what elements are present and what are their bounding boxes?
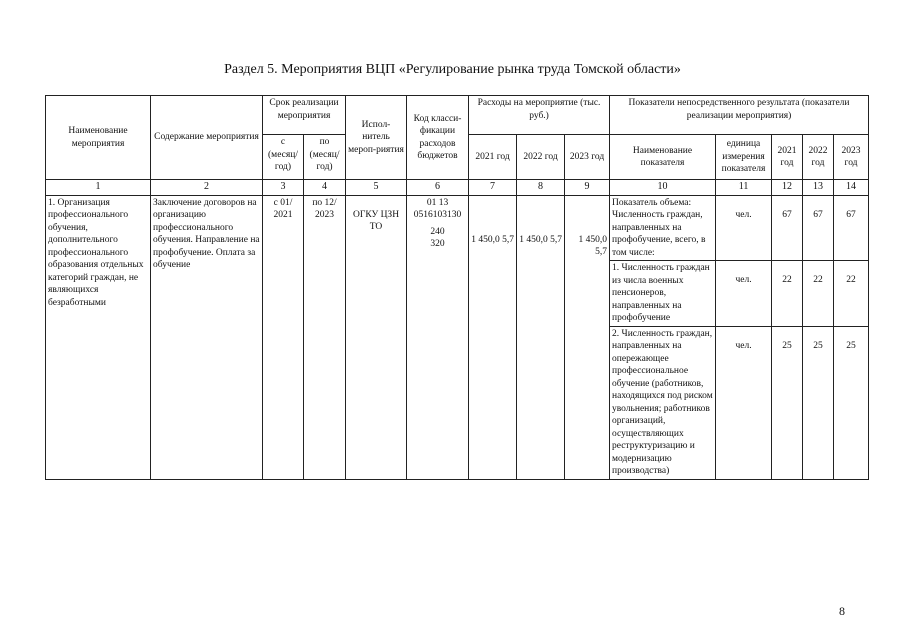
cost-2022: 1 450,0 5,7 <box>517 195 565 479</box>
indicator-2022: 22 <box>803 261 834 327</box>
section-title: Раздел 5. Мероприятия ВЦП «Регулирование рынка труда Томской области» <box>224 62 681 77</box>
table-row <box>46 195 869 261</box>
page-number: 8 <box>839 604 845 618</box>
col-number: 3 <box>263 180 304 196</box>
col-number: 7 <box>469 180 517 196</box>
col-number: 12 <box>772 180 803 196</box>
header-ind-2023: 2023 год <box>834 135 869 180</box>
activity-content: Заключение договоров на организацию профессионального обучения. Направление на профобучение. Оплата за обучение <box>151 195 263 479</box>
col-number: 9 <box>565 180 610 196</box>
indicator-2021: 67 <box>772 195 803 261</box>
header-costs: Расходы на мероприятие (тыс. руб.) <box>469 96 610 135</box>
indicator-unit: чел. <box>716 326 772 479</box>
indicator-2021: 22 <box>772 261 803 327</box>
budget-code-line: 240 <box>430 226 445 237</box>
indicator-2022: 67 <box>803 195 834 261</box>
indicator-2023: 22 <box>834 261 869 327</box>
indicator-2023: 67 <box>834 195 869 261</box>
header-ind-2021: 2021 год <box>772 135 803 180</box>
col-number: 6 <box>407 180 469 196</box>
indicator-name: 1. Численность граждан из числа военных пенсионеров, направленных на профобучение <box>610 261 716 327</box>
header-unit: единица измерения показателя <box>716 135 772 180</box>
budget-code-line: 01 13 <box>426 197 449 208</box>
header-name: Наименование мероприятия <box>46 96 151 180</box>
header-indicator-name: Наименование показателя <box>610 135 716 180</box>
activity-name: 1. Организация профессионального обучения, дополнительного профессионального образования отдельных категорий граждан, не являющихся безработными <box>46 195 151 479</box>
col-number: 1 <box>46 180 151 196</box>
col-number: 2 <box>151 180 263 196</box>
budget-code-line: 0516103130 <box>413 210 462 220</box>
period-to: по 12/ 2023 <box>304 195 346 479</box>
header-content: Содержание мероприятия <box>151 96 263 180</box>
column-numbers-row <box>46 180 869 196</box>
col-number: 8 <box>517 180 565 196</box>
indicator-name: 2. Численность граждан, направленных на опережающее профессиональное обучение (работников, находящихся под риском увольнения; работников организаций, осуществляющих реструктуризацию и модернизацию производства) <box>610 326 716 479</box>
col-number: 10 <box>610 180 716 196</box>
col-number: 4 <box>304 180 346 196</box>
header-ind-2022: 2022 год <box>803 135 834 180</box>
budget-code <box>407 195 469 479</box>
indicator-2022: 25 <box>803 326 834 479</box>
activities-table <box>45 95 869 480</box>
executor: ОГКУ ЦЗН ТО <box>346 195 407 479</box>
cost-2021: 1 450,0 5,7 <box>469 195 517 479</box>
budget-code-line: 320 <box>430 239 445 249</box>
header-period-from: с (месяц/ год) <box>263 135 304 180</box>
col-number: 11 <box>716 180 772 196</box>
col-number: 5 <box>346 180 407 196</box>
header-executor: Испол-нитель мероп-риятия <box>346 96 407 180</box>
header-cost-2023: 2023 год <box>565 135 610 180</box>
header-cost-2022: 2022 год <box>517 135 565 180</box>
header-period-to: по (месяц/ год) <box>304 135 346 180</box>
header-code: Код класси-фикации расходов бюджетов <box>407 96 469 180</box>
header-indicators: Показатели непосредственного результата (показатели реализации мероприятия) <box>610 96 869 135</box>
indicator-2023: 25 <box>834 326 869 479</box>
header-period: Срок реализации мероприятия <box>263 96 346 135</box>
indicator-unit: чел. <box>716 195 772 261</box>
col-number: 13 <box>803 180 834 196</box>
period-from: с 01/ 2021 <box>263 195 304 479</box>
indicator-2021: 25 <box>772 326 803 479</box>
indicator-name: Показатель объема: Численность граждан, направленных на профобучение, всего, в том числе: <box>610 195 716 261</box>
col-number: 14 <box>834 180 869 196</box>
indicator-unit: чел. <box>716 261 772 327</box>
cost-2023: 1 450,0 5,7 <box>565 195 610 479</box>
header-cost-2021: 2021 год <box>469 135 517 180</box>
